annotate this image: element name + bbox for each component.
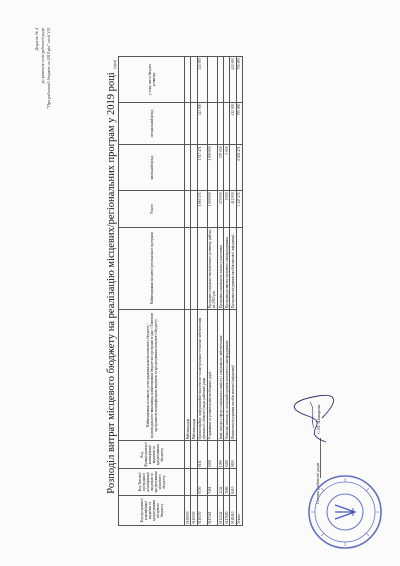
table-cell-code: 0118410	[230, 495, 236, 525]
table-cell-dev: 412 000	[230, 57, 236, 103]
table-cell-fcode: 0456	[207, 441, 217, 469]
table-cell-tcode: 0150	[197, 469, 207, 496]
signature-scribble	[288, 386, 338, 446]
table-cell-name: Районна рада	[185, 310, 191, 441]
table-cell-dev: 343 000	[197, 57, 207, 103]
table-body	[185, 57, 243, 526]
table-cell-tcode: 8410	[230, 469, 236, 496]
table-cell-code: 0110150	[197, 495, 207, 525]
total-cell-gen: 2 692 471	[236, 145, 242, 191]
table-cell-code: 0100000	[185, 495, 191, 525]
signatory-name: С.М. Шаварова	[316, 404, 321, 434]
table-cell-total: 1 860 471	[197, 191, 207, 227]
table-cell-spec: 412 000	[230, 102, 236, 145]
column-header: Код Типової програмної класифікації видатків та кредитування місцевого бюджету	[119, 469, 185, 496]
table-cell-tcode: 7461	[207, 469, 217, 496]
total-cell-spec: 755 000	[236, 102, 242, 145]
table-cell-name: Організаційне, інформаційно-аналітичне та матеріально-технічне забезпечення діяльності обласної ради, районної ради	[197, 310, 207, 441]
table-cell-dev	[207, 57, 217, 103]
total-label: Усього	[236, 227, 242, 525]
total-cell-dev: 755 000	[236, 57, 242, 103]
header-line-2: до рішення сесії районної ради	[40, 28, 45, 84]
table-cell-program	[197, 227, 207, 310]
table-cell-total: 5 000	[224, 191, 230, 227]
table-cell-total: 412 000	[230, 191, 236, 227]
table-cell-program: Програма соціально-економічного розвитку району на 2019 рік	[207, 227, 217, 310]
column-header: Усього	[119, 191, 185, 227]
table-cell-code: 0113242	[217, 495, 223, 525]
budget-table	[118, 56, 243, 526]
table-cell-spec: 343 000	[197, 102, 207, 145]
table-cell-gen: 1 517 471	[197, 145, 207, 191]
table-cell-code: 0117461	[207, 495, 217, 525]
column-header: у тому числі бюджет розвитку	[119, 57, 185, 103]
table-cell-name: Утримання та розвиток автомобільних доріг	[207, 310, 217, 441]
table-cell-name: Фінансова підтримка засобів масової інформації	[230, 310, 236, 441]
table-cell-fcode: 0111	[197, 441, 207, 469]
header-line-3: "Про районний бюджет на 2019 рік" сесії VII	[46, 28, 51, 109]
table-cell-fcode: 0830	[230, 441, 236, 469]
table-cell-program: Програма підтримки засобів масової інформації	[230, 227, 236, 310]
header-line-1: Додаток № 4	[34, 28, 39, 51]
table-total-row	[236, 57, 242, 526]
table-cell-gen: 5 000	[224, 145, 230, 191]
table-row	[207, 57, 217, 526]
total-cell-total: 3 447 471	[236, 191, 242, 227]
table-cell-total: 1 000 000	[207, 191, 217, 227]
table-cell-tcode: 3242	[217, 469, 223, 496]
table-cell-gen: 1 000 000	[207, 145, 217, 191]
table-header-row	[119, 57, 185, 526]
table-cell-spec	[207, 102, 217, 145]
table-cell-name: Інші заходи у сфері соціального захисту і соціального забезпечення	[217, 310, 223, 441]
table-cell-tcode: 7680	[224, 469, 230, 496]
table-cell-code: 0117680	[224, 495, 230, 525]
column-header: Найменування місцевої/регіональної програми	[119, 227, 185, 310]
signature-label: Голова районної ради	[315, 462, 320, 504]
document-title: Розподіл витрат місцевого бюджету на реалізацію місцевих/регіональних програм у 2019 році	[106, 72, 117, 494]
table-row	[197, 57, 207, 526]
column-header: загальний фонд	[119, 145, 185, 191]
table-cell-program: Програма розвитку місцевого самоврядування	[224, 227, 230, 310]
column-header: спеціальний фонд	[119, 102, 185, 145]
table-cell-name: Членські внески до асоціацій органів місцевого самоврядування	[224, 310, 230, 441]
table-cell-name: Районна рада	[191, 310, 197, 441]
table-cell-gen: 170 000	[217, 145, 223, 191]
table-cell-total: 170 000	[217, 191, 223, 227]
column-header: Найменування головного розпорядника коштів місцевого бюджету / відповідального виконавця, найменування бюджетної програми згідно з Типовою програмною класифікацією видатків та кредитування місцевого бюджету	[119, 310, 185, 441]
table-cell-fcode: 1090	[217, 441, 223, 469]
official-seal-icon	[305, 472, 385, 552]
table-cell-program: Програма соціального захисту населення	[217, 227, 223, 310]
unit-label: (грн)	[112, 60, 117, 69]
table-cell-code: 0110000	[191, 495, 197, 525]
table-cell-fcode: 0490	[224, 441, 230, 469]
column-header: Код Функціональної класифікації видатків та кредитування бюджету	[119, 441, 185, 469]
column-header: Код програмної класифікації видатків та кредитування місцевого бюджету	[119, 495, 185, 525]
